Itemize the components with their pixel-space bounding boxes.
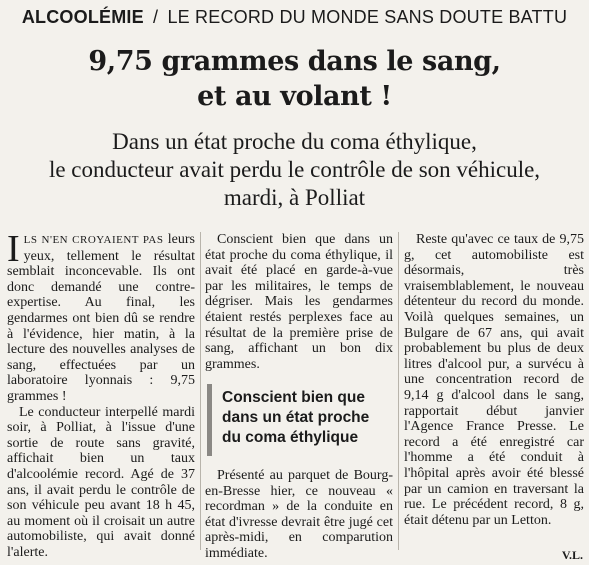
lead-smallcaps: LS N'EN CROYAIENT PAS — [23, 234, 164, 246]
kicker-keyword: ALCOOLÉMIE — [21, 7, 144, 27]
subheadline-line-3: mardi, à Polliat — [223, 185, 366, 210]
column-divider-1 — [200, 232, 201, 550]
kicker-text: LE RECORD DU MONDE SANS DOUTE BATTU — [167, 7, 568, 27]
column-2-paragraph-2: Présenté au parquet de Bourg-en-Bresse hier, ce nouveau « recordman » de la conduite en état d'ivresse devrait être jugé cet après-midi, en comparution immédiate. — [205, 468, 393, 561]
column-1-paragraph-1 — [7, 228, 195, 405]
column-3-paragraph-1: Reste qu'avec ce taux de 9,75 g, cet automobiliste est désormais, très vraisemblablement, le nouveau détenteur du record du monde. Voilà quelques semaines, un Bulgare de 67 ans, qui avait probablement bu plus de deux litres d'alcool pur, a survécu à une concentration record de 9,14 g d'alcool dans le sang, rapportait début janvier l'Agence France Presse. Le record a été enregistré car l'homme a été conduit à l'hôpital après avoir été blessé par un camion en traversant la rue. Le précédent record, 8 g, était détenu par un Letton. — [404, 232, 584, 528]
column-1-paragraph-2: Le conducteur interpellé mardi soir, à Polliat, à l'issue d'une sortie de route sans gravité, affichait bien un taux d'alcoolémie record. Agé de 37 ans, il avait perdu le contrôle de son véhicule peu avant 18 h 45, au moment où il croisait un autre automobiliste, qui avait donné l'alerte. — [7, 404, 195, 560]
subheadline-line-2: le conducteur avait perdu le contrôle de son véhicule, — [48, 157, 541, 182]
article-headline — [0, 44, 589, 114]
article-column-1 — [7, 228, 195, 560]
column-divider-2 — [398, 232, 399, 550]
kicker-separator: / — [153, 7, 159, 27]
column-1-paragraph-1-text: leurs yeux, tellement le résultat semblait inconcevable. Ils ont donc demandé une contre-expertise. Au final, les gendarmes ont bien dû se rendre à l'évidence, hier matin, à la lecture des nouvelles analyses de sang, effectuées par un laboratoire lyonnais : 9,75 grammes ! — [7, 232, 195, 404]
drop-cap: I — [7, 228, 20, 270]
article-column-2-continued — [205, 468, 393, 562]
article-kicker — [0, 6, 589, 28]
article-column-2 — [205, 232, 393, 372]
headline-line-2: et au volant ! — [197, 81, 392, 112]
subheadline-line-1: Dans un état proche du coma éthylique, — [112, 129, 477, 154]
article-column-3 — [404, 232, 584, 528]
headline-line-1: 9,75 grammes dans le sang, — [88, 46, 501, 77]
pull-quote: Conscient bien que dans un état proche du coma éthylique — [207, 384, 390, 456]
article-subheadline — [0, 128, 589, 212]
column-2-paragraph-1: Conscient bien que dans un état proche du coma éthylique, il avait été placé en garde-à-vue par les militaires, le temps de dégriser. Mais les gendarmes étaient restés perplexes face au résultat de la première prise de sang, affichant un bon dix grammes. — [205, 232, 393, 372]
author-signature: V.L. — [561, 548, 583, 562]
